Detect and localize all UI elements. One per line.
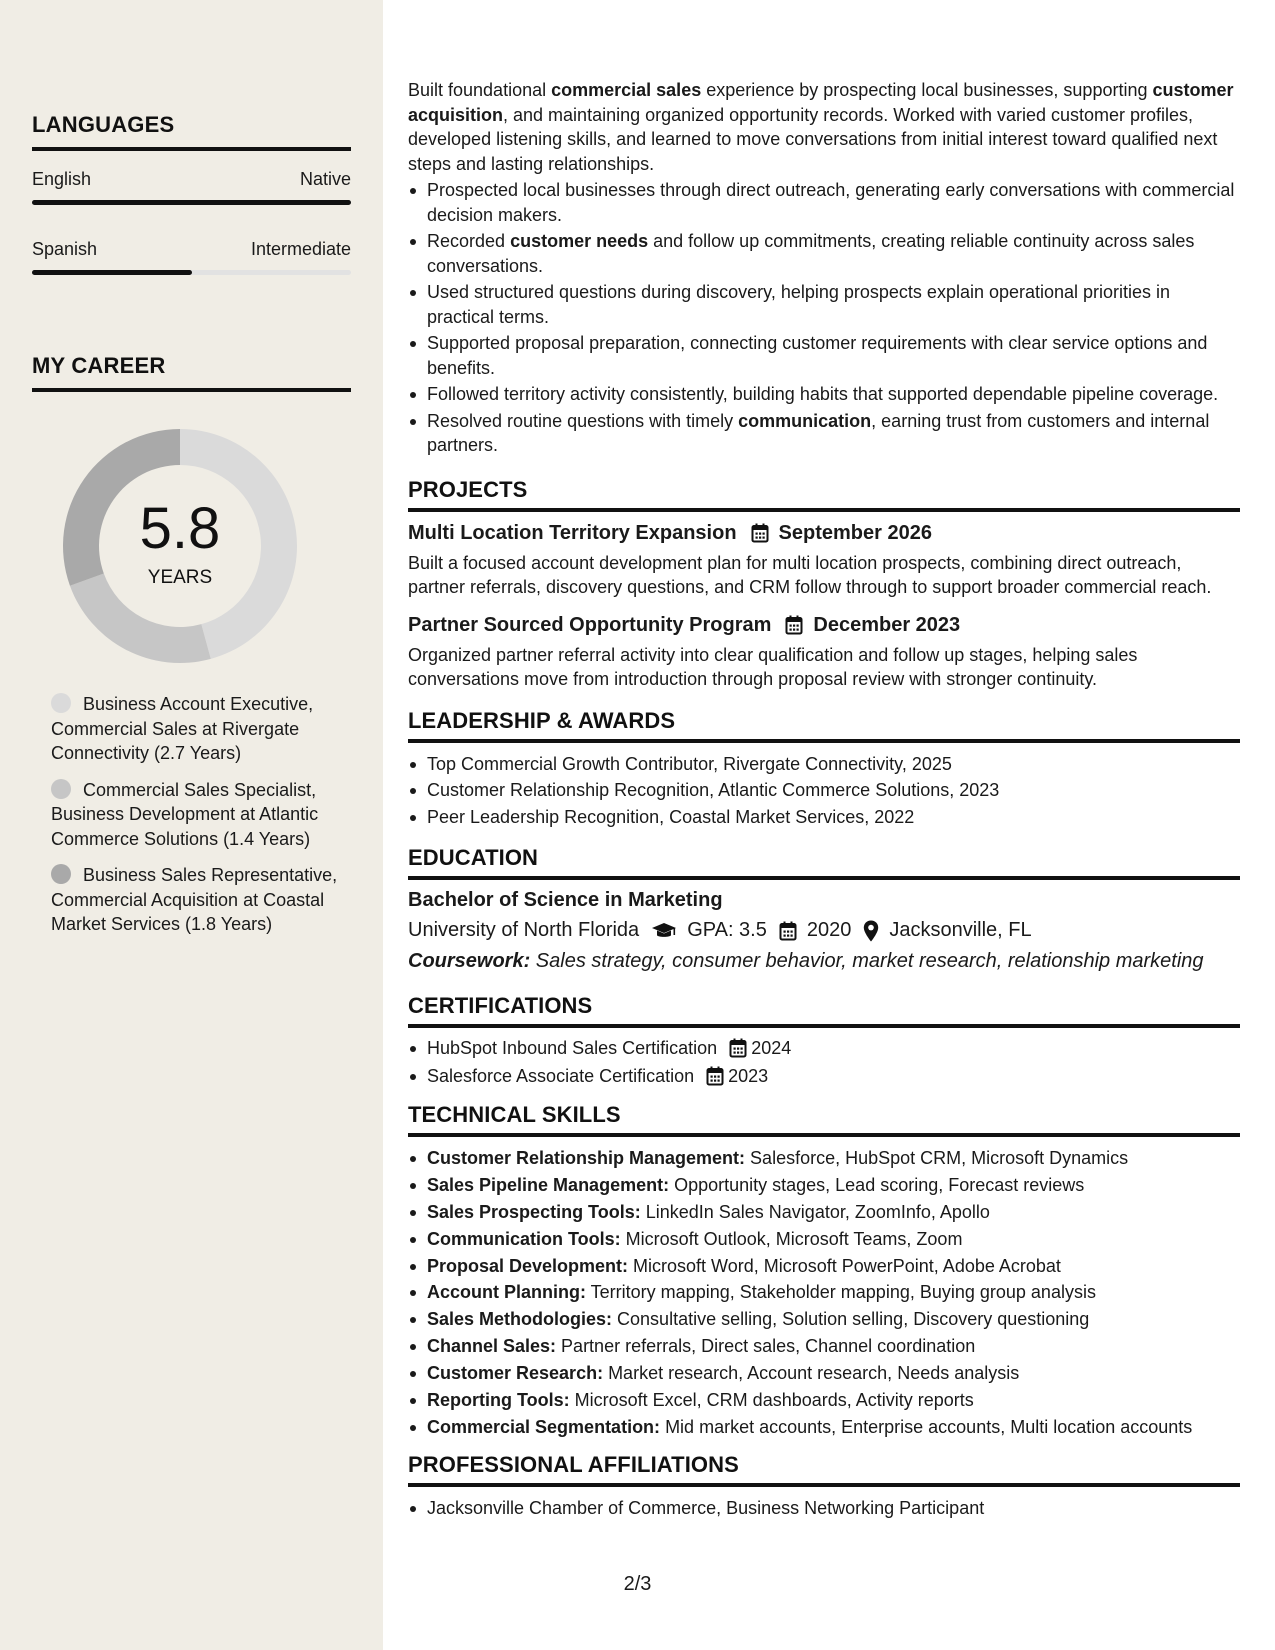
experience-bullet [408, 331, 1240, 380]
career-legend-dot [51, 864, 71, 884]
calendar-icon [706, 1066, 724, 1086]
affiliations-heading: PROFESSIONAL AFFILIATIONS [408, 1452, 1240, 1487]
experience-bullet [408, 229, 1240, 278]
skill-item [408, 1361, 1240, 1386]
certification-item [408, 1036, 1240, 1061]
project-title-row [408, 614, 1240, 637]
education-location: Jacksonville, FL [889, 919, 1032, 941]
certifications-heading: CERTIFICATIONS [408, 993, 1240, 1028]
project-date: December 2023 [813, 613, 961, 636]
experience-bullet [408, 280, 1240, 329]
skill-item [408, 1146, 1240, 1171]
text-segment: Used structured questions during discovery, helping prospects explain operational priorities in practical terms. [427, 282, 1171, 327]
certification-year: 2023 [728, 1065, 769, 1086]
skill-values: Mid market accounts, Enterprise accounts, Multi location accounts [660, 1416, 1193, 1437]
leadership-list [408, 752, 1240, 830]
language-row-spanish [32, 239, 351, 260]
language-name: English [32, 169, 92, 189]
certification-year: 2024 [751, 1038, 792, 1058]
skill-item [408, 1173, 1240, 1198]
certification-row [427, 1064, 1240, 1089]
skill-category: Reporting Tools: [427, 1390, 570, 1411]
text-segment: , and maintaining organized opportunity records. Worked with varied customer profiles, developed listening skills, and learned to move conversations from initial interest toward qualified next steps and lasting relationships. [408, 104, 1218, 174]
affiliation-item: Jacksonville Chamber of Commerce, Business Networking Participant [408, 1496, 1240, 1521]
career-label: Business Account Executive, Commercial Sales at Rivergate Connectivity (2.7 Years) [51, 694, 314, 763]
education-meta [408, 919, 1240, 942]
skill-item [408, 1254, 1240, 1279]
skill-item [408, 1227, 1240, 1252]
skill-category: Sales Methodologies: [427, 1309, 613, 1330]
language-level: Intermediate [250, 239, 351, 259]
career-total-value: 5.8 [139, 496, 221, 561]
skill-item [408, 1388, 1240, 1413]
projects-heading: PROJECTS [408, 477, 1240, 512]
certification-name: HubSpot Inbound Sales Certification [427, 1038, 718, 1058]
skill-item [408, 1415, 1240, 1440]
text-segment: and follow up commitments, creating reliable continuity across sales conversations. [427, 231, 1195, 276]
language-level: Native [299, 169, 351, 189]
project-title: Multi Location Territory Expansion [408, 521, 737, 544]
projects-list [408, 522, 1240, 692]
skill-category: Commercial Segmentation: [427, 1416, 661, 1437]
award-item: Peer Leadership Recognition, Coastal Market Services, 2022 [408, 805, 1240, 830]
career-total-unit: YEARS [147, 567, 213, 588]
award-item: Top Commercial Growth Contributor, Rivergate Connectivity, 2025 [408, 752, 1240, 777]
page-number: 2/3 [623, 1573, 652, 1595]
certification-name: Salesforce Associate Certification [427, 1065, 695, 1086]
experience-summary [408, 78, 1240, 176]
education-heading: EDUCATION [408, 845, 1240, 880]
languages-heading: LANGUAGES [32, 112, 351, 151]
language-bar-fill [32, 200, 351, 205]
calendar-icon [779, 921, 797, 941]
sidebar [0, 0, 383, 1650]
skills-list [408, 1146, 1240, 1439]
skill-category: Proposal Development: [427, 1255, 629, 1276]
bold-text: customer needs [510, 231, 649, 251]
skills-heading: TECHNICAL SKILLS [408, 1102, 1240, 1137]
skill-values: Territory mapping, Stakeholder mapping, Buying group analysis [586, 1282, 1096, 1303]
calendar-icon [751, 523, 769, 543]
career-legend-dot [51, 693, 71, 713]
main-content [408, 78, 1240, 1523]
experience-bullets [408, 178, 1240, 458]
project-description: Built a focused account development plan for multi location prospects, combining direct outreach, partner referrals, discovery questions, and CRM follow through to support broader commercial reach. [408, 552, 1212, 597]
award-item: Customer Relationship Recognition, Atlantic Commerce Solutions, 2023 [408, 778, 1240, 803]
map-pin-icon [863, 920, 879, 942]
skill-values: Microsoft Excel, CRM dashboards, Activity reports [569, 1390, 974, 1411]
skill-values: Market research, Account research, Needs analysis [603, 1363, 1020, 1384]
language-bar-english [32, 200, 351, 205]
skill-values: LinkedIn Sales Navigator, ZoomInfo, Apollo [640, 1201, 990, 1222]
graduation-cap-icon [651, 922, 677, 940]
skill-category: Customer Research: [427, 1363, 604, 1384]
career-label: Business Sales Representative, Commercial Acquisition at Coastal Market Services (1.8 Years) [51, 865, 338, 934]
career-label: Commercial Sales Specialist, Business Development at Atlantic Commerce Solutions (1.4 Years) [51, 779, 319, 849]
career-legend-dot [51, 779, 71, 799]
experience-bullet [408, 382, 1240, 407]
text-segment: Recorded [427, 231, 511, 251]
text-segment: , earning trust from customers and internal partners. [427, 410, 1210, 455]
project-date: September 2026 [778, 521, 932, 544]
skill-values: Opportunity stages, Lead scoring, Forecast reviews [669, 1174, 1085, 1195]
text-segment: experience by prospecting local businesses, supporting [701, 80, 1153, 100]
language-name: Spanish [32, 239, 98, 259]
career-list [51, 692, 341, 949]
language-row-english [32, 169, 351, 190]
certification-item [408, 1064, 1240, 1089]
coursework-text: Sales strategy, consumer behavior, market research, relationship marketing [530, 950, 1204, 972]
language-bar-spanish [32, 270, 351, 275]
skill-category: Account Planning: [427, 1282, 586, 1303]
project-description: Organized partner referral activity into clear qualification and follow up stages, helping sales conversations move from introduction through proposal review with stronger continuity. [408, 644, 1138, 689]
skill-values: Microsoft Word, Microsoft PowerPoint, Adobe Acrobat [628, 1255, 1061, 1276]
affiliations-list [408, 1496, 1240, 1521]
project-title-row [408, 522, 1240, 545]
project-title: Partner Sourced Opportunity Program [408, 613, 772, 636]
text-segment: Supported proposal preparation, connecting customer requirements with clear service options and benefits. [427, 333, 1208, 378]
skill-item [408, 1307, 1240, 1332]
education-gpa: GPA: 3.5 [687, 919, 767, 941]
skill-item [408, 1280, 1240, 1305]
skill-item [408, 1200, 1240, 1225]
skill-values: Partner referrals, Direct sales, Channel coordination [556, 1336, 976, 1357]
education-year: 2020 [806, 919, 852, 941]
skill-values: Salesforce, HubSpot CRM, Microsoft Dynamics [745, 1148, 1129, 1168]
career-item [51, 863, 341, 937]
skill-category: Communication Tools: [427, 1228, 621, 1249]
skill-values: Microsoft Outlook, Microsoft Teams, Zoom [620, 1228, 963, 1249]
education-degree: Bachelor of Science in Marketing [408, 889, 723, 911]
text-segment: Resolved routine questions with timely [427, 410, 739, 431]
career-heading: MY CAREER [32, 353, 351, 392]
bold-text: customer acquisition [408, 80, 1234, 125]
coursework-label: Coursework: [408, 950, 531, 972]
calendar-icon [785, 615, 803, 635]
skill-item [408, 1334, 1240, 1359]
text-segment: Followed territory activity consistently, building habits that supported dependable pipeline coverage. [427, 384, 1219, 404]
career-item [51, 692, 341, 766]
skill-category: Sales Pipeline Management: [427, 1174, 670, 1195]
education-coursework [408, 950, 1240, 973]
text-segment: Built foundational [408, 80, 552, 100]
bold-text: communication [738, 410, 872, 431]
career-item [51, 778, 341, 852]
leadership-heading: LEADERSHIP & AWARDS [408, 708, 1240, 743]
language-bar-fill [32, 270, 192, 275]
skill-category: Sales Prospecting Tools: [427, 1201, 641, 1222]
text-segment: Prospected local businesses through direct outreach, generating early conversations with commercial decision makers. [427, 180, 1235, 225]
education-school: University of North Florida [408, 919, 640, 941]
calendar-icon [729, 1038, 747, 1058]
experience-bullet [408, 178, 1240, 227]
skill-category: Channel Sales: [427, 1336, 557, 1357]
skill-values: Consultative selling, Solution selling, Discovery questioning [612, 1309, 1090, 1330]
skill-category: Customer Relationship Management: [427, 1148, 746, 1168]
experience-bullet [408, 409, 1240, 458]
bold-text: commercial sales [551, 80, 702, 100]
certification-row [427, 1036, 1240, 1061]
certifications-list [408, 1036, 1240, 1088]
